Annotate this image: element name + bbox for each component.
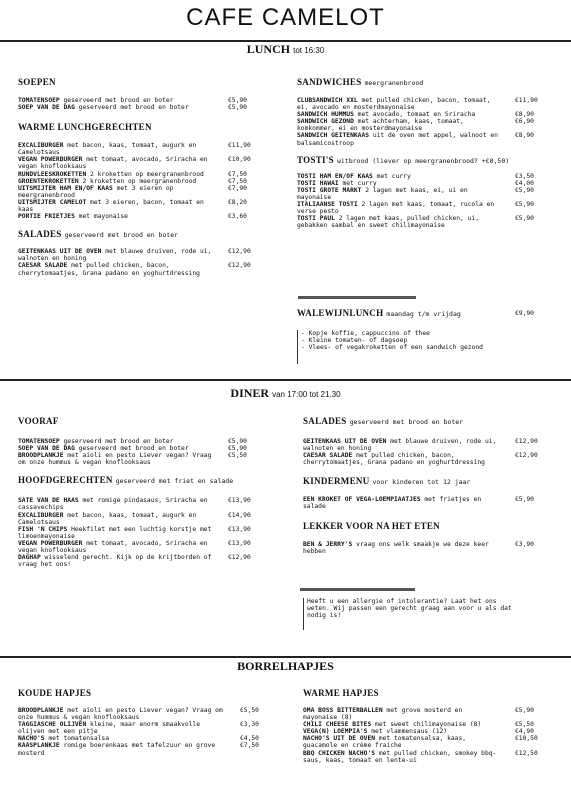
menu-item-description: romige boerenkaas met tafelzuur en grove mosterd	[18, 742, 216, 757]
menu-item-description: met aioli en pesto Liever vegan? Vraag om onze hummus & vegan knoflooksaus	[18, 707, 223, 722]
menu-item	[303, 452, 555, 466]
koude-heading: KOUDE HAPJES	[18, 688, 92, 698]
menu-item-price: €11,90	[228, 142, 251, 150]
menu-item	[303, 541, 555, 555]
menu-item-description: met 3 eieren op meergranenbrood	[18, 184, 174, 199]
menu-item-name: TOMATENSOEP	[18, 438, 60, 445]
menu-item	[18, 199, 268, 213]
menu-item-description: vraag ons welk smaakje we deze keer hebben	[303, 540, 489, 555]
tostis-heading	[297, 155, 555, 165]
menu-item-price: €12,90	[228, 554, 251, 562]
hoofd-note: geserveerd met friet en salade	[115, 477, 234, 486]
menu-item-name: BBQ CHICKEN NACHO'S	[303, 749, 376, 757]
menu-item-price: €3,60	[228, 213, 247, 221]
menu-item-name: TOSTI PAUL	[297, 215, 335, 223]
menu-item-price: €7,50	[228, 170, 247, 178]
menu-item	[18, 721, 280, 735]
menu-item-description: met bacon, kaas, tomaat, augurk en Camelotsaus	[18, 511, 197, 526]
warm-lunch-heading: WARME LUNCHGERECHTEN	[18, 122, 152, 133]
menu-item-price: €12,90	[228, 248, 251, 256]
menu-item	[18, 178, 268, 185]
menu-item	[303, 707, 555, 721]
menu-item-description: met aioli en pesto Liever vegan? Vraag om onze hummus & vegan knoflooksaus	[18, 452, 212, 467]
walewijn-heading	[297, 308, 461, 318]
menu-item-price: €13,90	[228, 539, 251, 547]
menu-item-description: met pulled chicken, bacon, cherrytomaatjes, Grana padano en yoghurtdressing	[303, 452, 485, 467]
lunch-salades-title: SALADES	[18, 229, 62, 240]
lunch-salades-note: geserveerd met brood en boter	[64, 231, 179, 240]
menu-item-description: geserveerd met brood en boter	[78, 104, 189, 112]
menu-item-name: VEGAN POWERBURGER	[18, 156, 83, 164]
section-divider	[0, 656, 571, 658]
menu-item-price: €5,90	[515, 707, 534, 714]
menu-item-price: €12,50	[515, 749, 538, 757]
menu-item-description: Heekfilet met een luchtig korstje met limoenmayonaise	[18, 525, 212, 540]
menu-item-name: UITSMIJTER CAMELOT	[18, 198, 87, 206]
menu-item-description: 2 kroketten op meergranenbrood	[90, 170, 204, 178]
menu-item-price: €12,90	[228, 262, 251, 270]
menu-item-price: €5,90	[228, 445, 247, 453]
menu-item-name: ITALIAANSE TOSTI	[297, 201, 358, 209]
menu-item-price: €5,50	[228, 452, 247, 460]
menu-item	[303, 438, 555, 452]
allergy-note: Heeft u een allergie of intolerantie? Laat het ons weten. Wij passen een gerecht graag aan voor u als dat nodig is!	[307, 598, 512, 620]
warme-column	[303, 688, 555, 764]
menu-item-name: CHILI CHEESE BITES	[303, 721, 372, 729]
menu-item	[303, 721, 555, 728]
menu-item-price: €5,90	[228, 97, 247, 104]
menu-item-name: TOMATENSOEP	[18, 97, 60, 104]
warme-heading: WARME HAPJES	[303, 688, 379, 698]
menu-item-name: FISH 'N CHIPS	[18, 525, 68, 533]
menu-item-description: met grove mosterd en mayonaise (8)	[303, 707, 463, 722]
menu-item	[18, 554, 268, 568]
menu-item-description: met bacon, kaas, tomaat, augurk en Camelotsaus	[18, 142, 197, 157]
menu-item-name: GEITENKAAS UIT DE OVEN	[303, 438, 387, 445]
menu-item-description: met blauwe druiven, rode ui, walnoten en honing	[18, 248, 212, 263]
menu-item-name: BROODPLANKJE	[18, 452, 64, 460]
menu-item	[18, 248, 268, 262]
warm-lunch-list	[18, 142, 268, 220]
menu-item	[18, 742, 280, 756]
menu-item	[297, 187, 555, 201]
menu-item-name: RUNDVLEESKROKETTEN	[18, 170, 87, 178]
lunch-right-column	[297, 77, 555, 229]
menu-item-description: met romige pindasaus, Sriracha en cassavechips	[18, 497, 208, 512]
menu-item-name: KAASPLANKJE	[18, 742, 60, 750]
vooraf-heading: VOORAF	[18, 416, 59, 426]
menu-item	[297, 180, 555, 187]
menu-item-price: €14,90	[228, 511, 251, 519]
menu-item-name: TAGGIASCHE OLIJVEN	[18, 721, 87, 729]
menu-item	[18, 142, 268, 156]
menu-item-description: wisselend gerecht. Kijk op de krijtborden of vraag het ons!	[18, 554, 212, 569]
menu-item-description: met pulled chicken, bacon, cherrytomaatjes, Grana padano en yoghurtdressing	[18, 262, 200, 277]
lunch-salades-list	[18, 248, 268, 276]
menu-item	[18, 104, 268, 111]
kinder-title: KINDERMENU	[303, 476, 370, 487]
menu-item-description: 2 kroketten op meergranenbrood	[82, 177, 197, 185]
menu-item-price: €13,90	[228, 497, 251, 505]
menu-item-price: €8,20	[228, 198, 247, 206]
menu-item-description: 2 lagen met kaas, pulled chicken, ui, gebakken sambal en sweet chilimayonaise	[297, 215, 479, 230]
kinder-list	[303, 496, 555, 510]
walewijn-row	[297, 310, 555, 318]
borrel-label: BORRELHAPJES	[237, 659, 334, 673]
menu-item-price: €4,50	[240, 735, 259, 743]
menu-item	[303, 496, 555, 510]
menu-item-price: €5,90	[515, 186, 534, 194]
menu-item	[303, 750, 555, 764]
menu-item-description: met pulled chicken, bacon, tomaat, ei, avocado en mosterdmayonaise	[297, 97, 491, 112]
kinder-note: voor kinderen tot 12 jaar	[372, 478, 471, 487]
menu-item-price: €3,90	[515, 540, 534, 548]
menu-item-description: uit de oven met appel, walnoot en balsamicostroop	[297, 132, 498, 147]
menu-item	[18, 171, 268, 178]
allergy-divider	[300, 588, 415, 591]
koude-column	[18, 688, 280, 757]
menu-item-description: 2 lagen met kaas, tomaat, rucola en verse pesto	[297, 201, 495, 216]
soepen-heading: SOEPEN	[18, 77, 56, 87]
menu-item-price: €5,50	[515, 721, 534, 729]
diner-label: DINER	[230, 386, 270, 400]
walewijn-line: - Kleine tomaten- of dagsoep	[301, 337, 408, 345]
diner-salades-heading	[303, 416, 555, 426]
hoofd-title: HOOFDGERECHTEN	[18, 475, 113, 486]
menu-item	[297, 132, 555, 146]
lunch-left-column	[18, 77, 268, 277]
menu-item	[18, 97, 268, 104]
menu-item-description: met tomaat, avocado, Sriracha en vegan knoflooksaus	[18, 156, 208, 171]
menu-item-price: €6,90	[515, 118, 534, 126]
soepen-list	[18, 97, 268, 111]
menu-item-name: TOSTI HAM EN/OF KAAS	[297, 172, 373, 180]
allergy-box	[303, 598, 517, 630]
menu-item-price: €7,50	[228, 177, 247, 185]
menu-item-description: met tomaat, avocado, Sriracha en vegan knoflooksaus	[18, 539, 208, 555]
menu-item-description: met curry	[342, 179, 377, 187]
menu-item-price: €4,90	[515, 728, 534, 736]
menu-item	[18, 735, 280, 742]
menu-item-price: €5,90	[515, 201, 534, 209]
menu-item-price: €7,50	[240, 742, 259, 750]
menu-item-name: SOEP VAN DE DAG	[18, 104, 75, 112]
menu-item-description: geserveerd met brood en boter	[63, 97, 174, 104]
diner-salades-list	[303, 438, 555, 466]
menu-item-price: €5,90	[515, 215, 534, 223]
menu-item	[18, 438, 268, 445]
menu-item-name: SANDWICH GEZOND	[297, 118, 354, 126]
menu-item-price: €4,00	[515, 179, 534, 187]
section-divider	[0, 379, 571, 381]
menu-item-name: OMA BOSS BITTERBALLEN	[303, 707, 383, 714]
menu-item-description: met pulled chicken, smokey bbq-saus, kaas, tomaat en lente-ui	[303, 749, 497, 764]
menu-item-name: SOEP VAN DE DAG	[18, 445, 75, 453]
lunch-time: tot 16:30	[293, 46, 325, 55]
menu-item-description: geserveerd met brood en boter	[78, 445, 189, 453]
menu-item	[297, 111, 555, 118]
menu-item-price: €5,90	[228, 104, 247, 112]
menu-item-description: met mayonaise	[78, 213, 128, 221]
menu-item	[18, 497, 268, 511]
menu-item	[303, 728, 555, 735]
lunch-label: LUNCH	[246, 42, 291, 56]
menu-item-price: €11,90	[515, 97, 538, 104]
menu-item-price: €5,50	[240, 707, 259, 714]
menu-item-name: TOSTI HAWAI	[297, 179, 339, 187]
diner-left-column	[18, 416, 268, 568]
menu-item-name: DAGHAP	[18, 554, 41, 562]
sandwiches-note: meergranenbrood	[364, 79, 424, 87]
menu-item-description: geserveerd met brood en boter	[63, 438, 174, 445]
menu-item-name: VEGA(N) LOEMPIA'S	[303, 728, 368, 736]
menu-item-description: met tomatensalsa, kaas, guacamole en crème fraiche	[303, 735, 467, 750]
vooraf-list	[18, 438, 268, 466]
walewijn-line: - Kopje koffie, cappuccino of thee	[301, 330, 430, 337]
menu-item-name: EEN KROKET OF VEGA-LOEMPIAATJES	[303, 496, 421, 504]
menu-item-price: €13,90	[228, 525, 251, 533]
walewijn-line: - Vlees- of vegakroketten of een sandwich gezond	[301, 344, 483, 352]
menu-item	[303, 735, 555, 749]
menu-item-name: UITSMIJTER HAM EN/OF KAAS	[18, 184, 113, 192]
menu-item	[18, 185, 268, 199]
menu-item	[297, 201, 555, 215]
menu-item-description: met blauwe druiven, rode ui, walnoten en honing	[303, 438, 497, 453]
walewijn-lines	[297, 330, 551, 364]
walewijn-block	[297, 310, 555, 318]
menu-item-name: EXCALIBURGER	[18, 511, 64, 519]
menu-item-price: €5,90	[515, 496, 534, 504]
menu-item-name: NACHO'S	[18, 735, 45, 743]
hoofd-heading	[18, 475, 268, 485]
menu-item	[297, 215, 555, 229]
diner-right-column	[303, 416, 555, 555]
menu-item	[18, 707, 280, 721]
menu-item-name: BROODPLANKJE	[18, 707, 64, 714]
menu-item-price: €10,50	[515, 735, 538, 743]
menu-item-name: GROENTEKROKETTEN	[18, 177, 79, 185]
menu-item-name: SANDWICH GEITENKAAS	[297, 132, 370, 140]
hoofd-list	[18, 497, 268, 568]
cafe-title: CAFE CAMELOT	[186, 4, 385, 31]
diner-time: van 17:00 tot 21.30	[272, 390, 341, 399]
lekker-list	[303, 541, 555, 555]
sandwiches-title: SANDWICHES	[297, 77, 362, 87]
walewijn-divider	[298, 296, 416, 299]
menu-item-price: €8,90	[515, 132, 534, 140]
menu-item-name: TOSTI GROTE MARKT	[297, 186, 362, 194]
menu-item	[18, 262, 268, 276]
menu-item	[18, 512, 268, 526]
menu-item-description: met avocado, tomaat en Sriracha	[357, 111, 476, 119]
koude-list	[18, 707, 280, 757]
menu-item-name: SATE VAN DE HAAS	[18, 497, 79, 505]
menu-item	[18, 452, 268, 466]
menu-item-name: BEN & JERRY'S	[303, 540, 353, 548]
menu-item	[18, 213, 268, 220]
menu-item	[297, 118, 555, 132]
menu-item	[297, 97, 555, 111]
menu-item-description: met tomatensalsa	[48, 735, 110, 743]
sandwiches-heading	[297, 77, 555, 87]
menu-item-price: €3,50	[515, 172, 534, 180]
walewijn-price: €9,90	[515, 310, 534, 317]
menu-item-name: SANDWICH HUMMUS	[297, 111, 354, 119]
menu-item-description: met 3 eieren, bacon, tomaat en kaas	[18, 198, 204, 214]
tostis-note: witbrood (liever op meergranenbrood? +€0,50)	[336, 156, 510, 165]
menu-item-description: kleine, maar enorm smaakvolle olijven met een pitje	[18, 721, 200, 736]
walewijn-note: maandag t/m vrijdag	[386, 310, 461, 318]
menu-item-description: 2 lagen met kaas, ei, ui en mayonaise	[297, 186, 468, 201]
menu-item-name: CAESAR SALADE	[303, 452, 353, 460]
menu-item	[18, 156, 268, 170]
menu-item-name: GEITENKAAS UIT DE OVEN	[18, 248, 102, 256]
menu-item-name: CLUBSANDWICH XXL	[297, 97, 358, 104]
lekker-heading: LEKKER VOOR NA HET ETEN	[303, 520, 440, 531]
menu-item	[297, 173, 555, 180]
diner-salades-title: SALADES	[303, 416, 347, 426]
menu-item-description: met achterham, kaas, tomaat, komkommer, ei en mosterdmayonaise	[297, 118, 464, 133]
menu-item-price: €8,90	[515, 111, 534, 119]
menu-item-price: €12,90	[515, 438, 538, 445]
warme-list	[303, 707, 555, 764]
menu-item-description: met curry	[376, 172, 411, 180]
diner-header	[0, 386, 571, 401]
lunch-header	[0, 42, 571, 57]
menu-item-description: met sweet chilimayonaise (8)	[375, 721, 482, 729]
menu-item-description: met frietjes en salade	[303, 496, 482, 511]
menu-item-name: PORTIE FRIETJES	[18, 213, 75, 221]
menu-item-name: EXCALIBURGER	[18, 142, 64, 150]
menu-item-price: €7,90	[228, 184, 247, 192]
borrel-header	[0, 659, 571, 674]
kinder-heading	[303, 476, 555, 486]
menu-item-name: CAESAR SALADE	[18, 262, 68, 270]
menu-item-name: NACHO'S UIT DE OVEN	[303, 735, 376, 743]
walewijn-title: WALEWIJNLUNCH	[297, 308, 384, 318]
lunch-salades-heading	[18, 229, 268, 239]
sandwiches-list	[297, 97, 555, 147]
menu-item-price: €3,30	[240, 721, 259, 729]
menu-item-description: met vlammensaus (12)	[371, 728, 448, 736]
menu-item	[18, 445, 268, 452]
menu-item	[18, 540, 268, 554]
menu-item-price: €5,90	[228, 438, 247, 445]
diner-salades-note: geserveerd met brood en boter	[349, 418, 464, 426]
menu-item-name: VEGAN POWERBURGER	[18, 539, 83, 547]
tostis-list	[297, 173, 555, 230]
menu-item-price: €10,90	[228, 156, 251, 164]
tostis-title: TOSTI'S	[297, 154, 334, 165]
menu-item	[18, 526, 268, 540]
menu-item-price: €12,90	[515, 452, 538, 460]
